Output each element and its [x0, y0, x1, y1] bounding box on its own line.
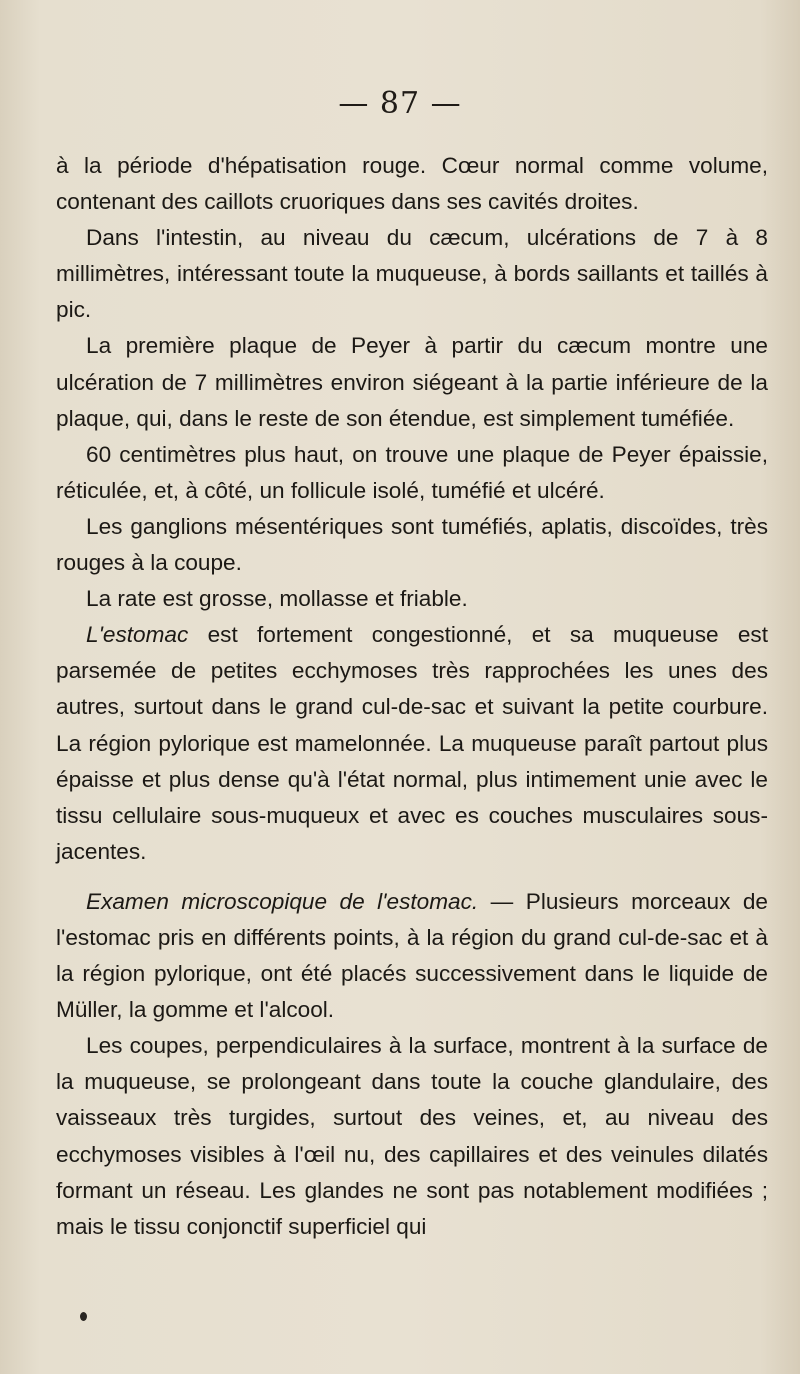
ink-speck [80, 1312, 87, 1321]
paragraph [56, 328, 768, 436]
paragraph-text: — Plusieurs morceaux de l'estomac pris en différents points, à la région du grand cul-de-sac et à la région pylorique, ont été placés successivement dans le liquide de Müller, la gomme et l'alcool. [56, 888, 768, 1023]
paragraph-text: Les coupes, perpendiculaires à la surface, montrent à la surface de la muqueuse, se prolongeant dans toute la couche glandulaire, des vaisseaux très turgides, surtout des veines, et, au niveau des ecchymoses visibles à l'œil nu, des capillaires et des veinules dilatés formant un réseau. Les glandes ne sont pas notablement modifiées ; mais le tissu conjonctif superficiel qui [56, 1033, 768, 1239]
paragraph [56, 1028, 768, 1245]
paragraph [56, 220, 768, 328]
paragraph-text: La rate est grosse, mollasse et friable. [86, 586, 468, 612]
paragraph-text: est fortement congestionné, et sa muqueuse est parsemée de petites ecchymoses très rapprochées les unes des autres, surtout dans le grand cul-de-sac et suivant la petite courbure. La région pylorique est mamelonnée. La muqueuse paraît partout plus épaisse et plus dense qu'à l'état normal, plus intimement unie avec le tissu cellulaire sous-muqueux et avec es couches musculaires sous-jacentes. [56, 622, 768, 864]
paragraph [56, 148, 768, 220]
page-number: — 87 — [338, 86, 462, 121]
paragraph-text: à la période d'hépatisation rouge. Cœur normal comme volume, contenant des caillots cruoriques dans ses cavités droites. [56, 153, 768, 215]
italic-lead: L'estomac [86, 622, 189, 648]
section-heading-paragraph [56, 884, 768, 1028]
paragraph-text: Dans l'intestin, au niveau du cæcum, ulcérations de 7 à 8 millimètres, intéressant toute la muqueuse, à bords saillants et taillés à pic. [56, 225, 768, 323]
paragraph-text: Les ganglions mésentériques sont tuméfiés, aplatis, discoïdes, très rouges à la coupe. [56, 513, 768, 576]
paragraph [56, 509, 768, 581]
paragraph [56, 581, 768, 617]
paragraph [56, 617, 768, 870]
italic-section-heading: Examen microscopique de l'estomac. [86, 888, 479, 914]
paragraph [56, 437, 768, 509]
paragraph-text: 60 centimètres plus haut, on trouve une plaque de Peyer épaissie, réticulée, et, à côté, un follicule isolé, tuméfié et ulcéré. [56, 441, 768, 503]
body-text [56, 148, 768, 1245]
paragraph-text: La première plaque de Peyer à partir du cæcum montre une ulcération de 7 millimètres environ siégeant à la partie inférieure de la plaque, qui, dans le reste de son étendue, est simplement tuméfiée. [56, 333, 768, 431]
